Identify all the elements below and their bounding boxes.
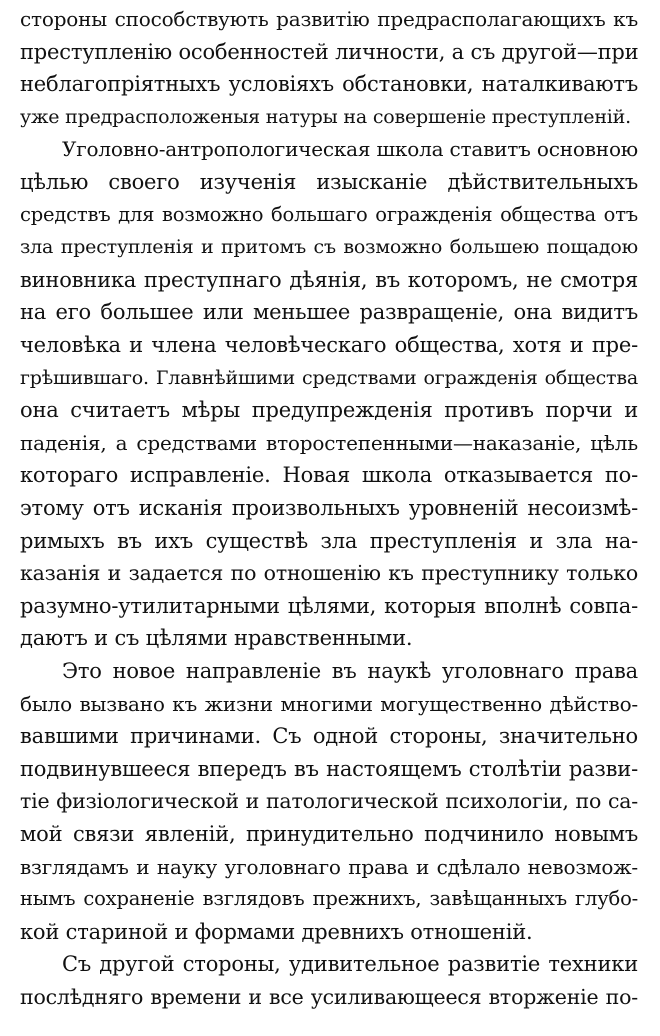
text-line: кой стариной и формами древнихъ отношеній. — [20, 919, 533, 944]
text-line: этому отъ исканія произвольныхъ уровненій несоизмѣ- — [20, 496, 638, 520]
text-line: на его большее или меньшее развращеніе, она видитъ — [20, 300, 638, 325]
text-line: подвинувшееся впередъ въ настоящемъ столѣтіи разви- — [20, 756, 638, 781]
text-line: котораго исправленіе. Новая школа отказывается по- — [20, 463, 638, 488]
text-line: средствъ для возможно большаго огражденія общества отъ — [20, 202, 638, 226]
text-line: казанія и задается по отношенію къ преступнику только — [20, 561, 638, 586]
text-line: человѣка и члена человѣческаго общества, хотя и пре- — [20, 333, 638, 357]
text-line: Уголовно-антропологическая школа ставитъ основною — [62, 137, 638, 162]
text-line: Съ другой стороны, удивительное развитіе техники — [62, 952, 638, 977]
text-line: даютъ и съ цѣлями нравственными. — [20, 626, 413, 651]
text-line: стороны способствують развитію предрасполагающихъ къ — [20, 7, 638, 31]
text-line: паденія, а средствами второстепенными—наказаніе, цѣль — [20, 430, 638, 455]
text-line: разумно-утилитарными цѣлями, которыя вполнѣ совпа- — [20, 593, 638, 618]
text-line: Это новое направленіе въ наукѣ уголовнаго права — [62, 659, 638, 683]
text-line: нымъ сохраненіе взглядовъ прежнихъ, завѣщанныхъ глубо- — [20, 887, 638, 911]
text-line: уже предрасположеныя натуры на совершеніе преступленій. — [20, 105, 631, 128]
text-line: мой связи явленій, принудительно подчинило новымъ — [20, 822, 638, 846]
text-line: цѣлью своего изученія изысканіе дѣйствительныхъ — [20, 170, 638, 194]
text-line: неблагопріятныхъ условіяхъ обстановки, наталкиваютъ — [20, 72, 638, 97]
text-line: грѣшившаго. Главнѣйшими средствами огражденія общества — [20, 366, 638, 389]
text-line: она считаетъ мѣры предупрежденія противъ порчи и — [20, 398, 638, 423]
text-line: виновника преступнаго дѣянія, въ которомъ, не смотря — [20, 267, 638, 292]
text-line: вавшими причинами. Съ одной стороны, значительно — [20, 724, 638, 749]
text-line: зла преступленія и притомъ съ возможно большею пощадою — [20, 236, 638, 259]
text-line: римыхъ въ ихъ существѣ зла преступленія и зла на- — [20, 528, 638, 553]
text-line: послѣдняго времени и все усиливающееся вторженіе по- — [20, 985, 638, 1009]
text-line: взглядамъ и науку уголовнаго права и сдѣлало невозмож- — [20, 854, 638, 879]
text-line: тіе физіологической и патологической психологіи, по са- — [20, 789, 638, 814]
text-line: преступленію особенностей личности, а съ другой—при — [20, 39, 639, 64]
text-line: было вызвано къ жизни многими могущественно дѣйство- — [20, 691, 638, 716]
